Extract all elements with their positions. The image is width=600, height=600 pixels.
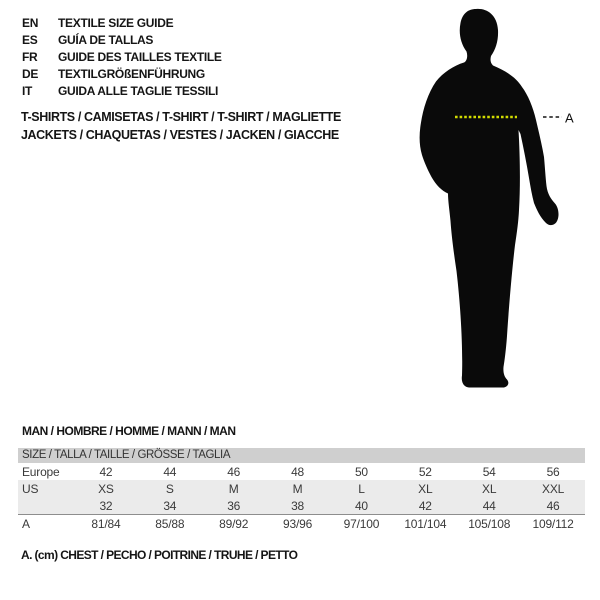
size-cell: 54 [482,464,496,479]
size-cell: 34 [163,498,177,513]
section-heading: MAN / HOMBRE / HOMME / MANN / MAN [22,424,236,438]
size-cell: 97/100 [343,516,380,531]
language-code: FR [22,49,38,64]
language-row-es [22,31,222,48]
size-cell: 101/104 [404,516,447,531]
size-cell: 44 [482,498,496,513]
table-header: SIZE / TALLA / TAILLE / GRÖSSE / TAGLIA [18,448,585,463]
category-line-jackets: JACKETS / CHAQUETAS / VESTES / JACKEN / GIACCHE [21,128,339,142]
size-cell: 50 [354,464,368,479]
size-cell: 42 [99,464,113,479]
measure-label-a: A [565,110,574,126]
size-cell: 93/96 [283,516,313,531]
measurement-footnote: A. (cm) CHEST / PECHO / POITRINE / TRUHE / PETTO [21,548,298,562]
table-row-chest-cm [18,514,585,532]
size-cell: 36 [227,498,241,513]
size-cell: 44 [163,464,177,479]
size-cell: 46 [227,464,241,479]
category-line-tshirts: T-SHIRTS / CAMISETAS / T-SHIRT / T-SHIRT / MAGLIETTE [21,110,341,124]
man-silhouette [420,9,559,388]
language-code: IT [22,83,33,98]
size-table [18,448,585,532]
size-cell: 56 [546,464,560,479]
size-cell: S [165,481,174,496]
size-cell: M [292,481,303,496]
size-cell: 89/92 [219,516,249,531]
size-cell: M [228,481,239,496]
category-lines [21,108,341,144]
size-cell: 81/84 [91,516,121,531]
size-cell: L [358,481,365,496]
size-cell: 32 [99,498,113,513]
language-code: ES [22,32,38,47]
language-code: EN [22,15,39,30]
table-row-us-letters [18,480,585,497]
size-cell: XL [418,481,433,496]
size-cell: 42 [418,498,432,513]
size-cell: 105/108 [468,516,511,531]
language-title: GUIDA ALLE TAGLIE TESSILI [58,83,219,98]
row-label: US [22,481,39,496]
row-label: Europe [22,464,60,479]
language-title: TEXTILGRÖßENFÜHRUNG [58,66,205,81]
size-cell: XS [98,481,114,496]
language-list [22,14,222,99]
size-cell: XL [482,481,497,496]
table-row-europe [18,463,585,480]
language-title: GUÍA DE TALLAS [58,32,154,47]
man-silhouette-figure [410,5,585,400]
language-row-en [22,14,222,31]
language-code: DE [22,66,39,81]
size-cell: 46 [546,498,560,513]
size-cell: 52 [418,464,432,479]
size-cell: 40 [354,498,368,513]
size-cell: 109/112 [532,516,574,531]
table-row-us-numbers [18,497,585,514]
size-cell: 48 [291,464,305,479]
size-cell: 85/88 [155,516,185,531]
language-row-de [22,65,222,82]
row-label: A [22,516,30,531]
size-cell: XXL [542,481,565,496]
language-row-it [22,82,222,99]
language-title: TEXTILE SIZE GUIDE [58,15,174,30]
language-title: GUIDE DES TAILLES TEXTILE [58,49,222,64]
language-row-fr [22,48,222,65]
size-cell: 38 [291,498,305,513]
